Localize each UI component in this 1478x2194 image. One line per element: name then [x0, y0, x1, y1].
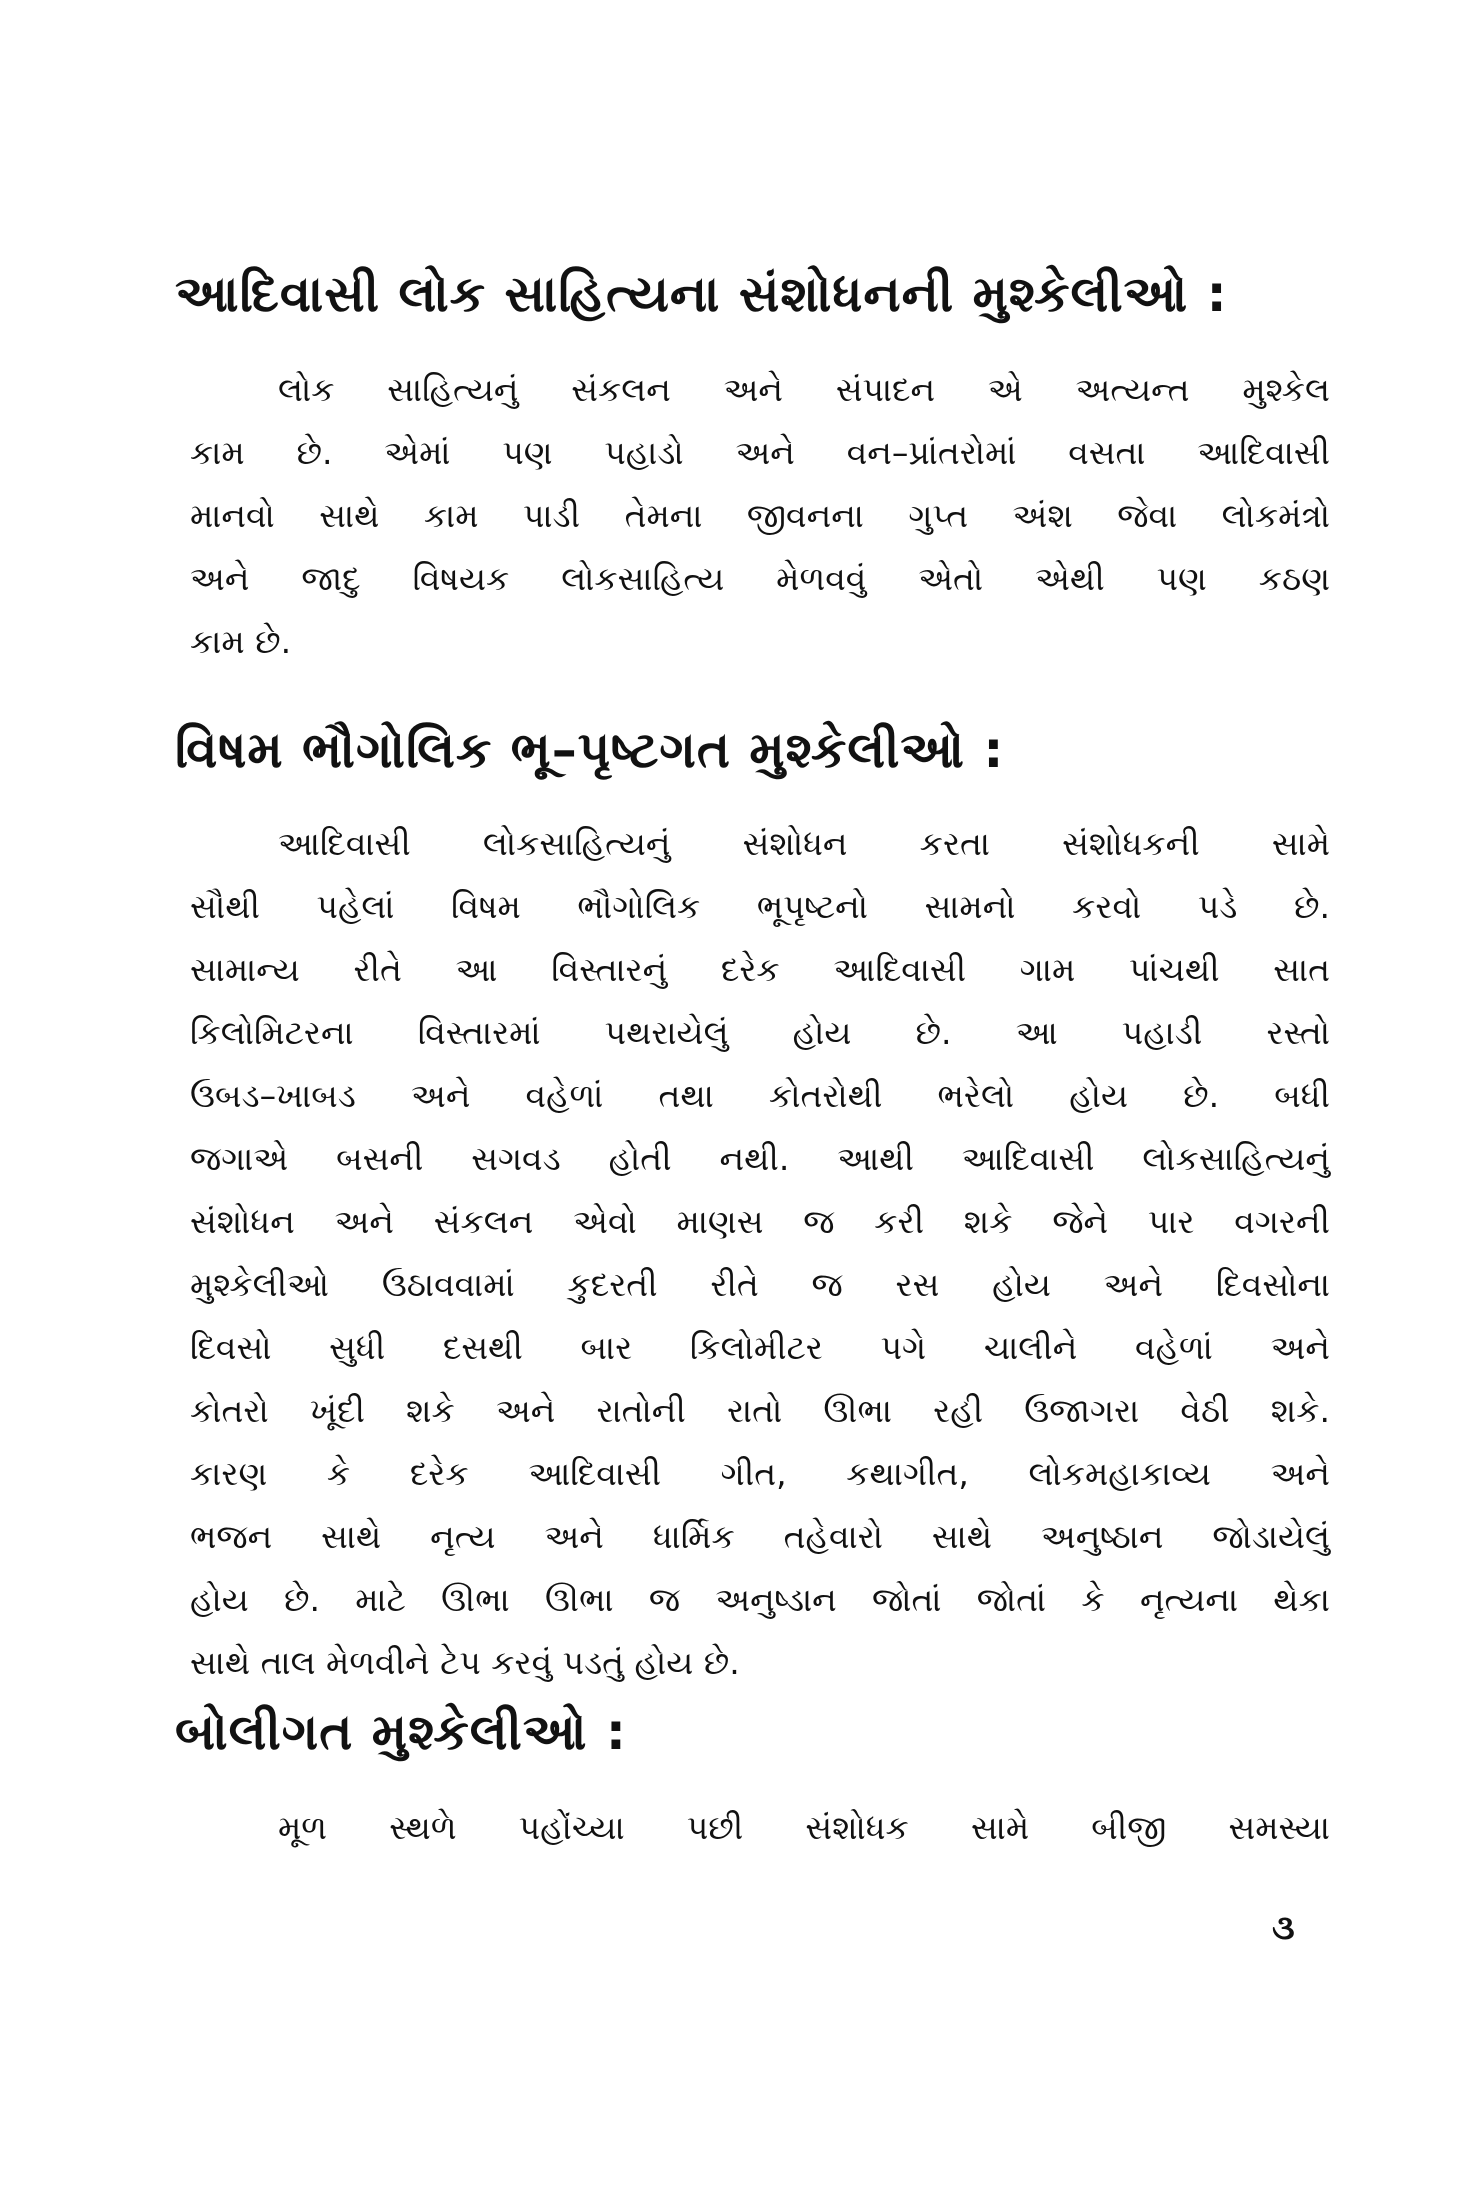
section-heading-research-difficulties: આદિવાસી લોક સાહિત્યના સંશોધનની મુશ્કેલીઓ : — [175, 265, 1228, 323]
paragraph-line: કારણ કે દરેક આદિવાસી ગીત, કથાગીત, લોકમહાકાવ્ય અને — [190, 1454, 1330, 1493]
paragraph-line: આદિવાસી લોકસાહિત્યનું સંશોધન કરતા સંશોધકની સામે — [278, 824, 1330, 863]
paragraph-line: ઉબડ–ખાબડ અને વહેળાં તથા કોતરોથી ભરેલો હોય છે. બધી — [190, 1076, 1330, 1115]
paragraph-line: મૂળ સ્થળે પહોંચ્યા પછી સંશોધક સામે બીજી સમસ્યા — [278, 1808, 1330, 1847]
paragraph-line: કામ છે. — [190, 622, 292, 661]
paragraph-line: સંશોધન અને સંકલન એવો માણસ જ કરી શકે જેને પાર વગરની — [190, 1202, 1330, 1241]
paragraph-line: જગાએ બસની સગવડ હોતી નથી. આથી આદિવાસી લોકસાહિત્યનું — [190, 1139, 1330, 1178]
paragraph-line: સૌથી પહેલાં વિષમ ભૌગોલિક ભૂપૃષ્ટનો સામનો કરવો પડે છે. — [190, 887, 1330, 926]
paragraph-line: કિલોમિટરના વિસ્તારમાં પથરાયેલું હોય છે. આ પહાડી રસ્તો — [190, 1013, 1330, 1052]
paragraph-line: માનવો સાથે કામ પાડી તેમના જીવનના ગુપ્ત અંશ જેવા લોકમંત્રો — [190, 496, 1330, 535]
paragraph-line: કોતરો ખૂંદી શકે અને રાતોની રાતો ઊભા રહી ઉજાગરા વેઠી શકે. — [190, 1391, 1330, 1430]
paragraph-line: સાથે તાલ મેળવીને ટેપ કરવું પડતું હોય છે. — [190, 1643, 740, 1682]
paragraph-line: સામાન્ય રીતે આ વિસ્તારનું દરેક આદિવાસી ગામ પાંચથી સાત — [190, 950, 1330, 989]
page-number: ૩ — [1272, 1908, 1295, 1948]
paragraph-line: મુશ્કેલીઓ ઉઠાવવામાં કુદરતી રીતે જ રસ હોય અને દિવસોના — [190, 1265, 1330, 1304]
paragraph-line: હોય છે. માટે ઊભા ઊભા જ અનુષ્ડાન જોતાં જોતાં કે નૃત્યના થેકા — [190, 1580, 1330, 1619]
paragraph-research-difficulties — [190, 358, 1330, 673]
paragraph-line: અને જાદુ વિષયક લોકસાહિત્ય મેળવવું એતો એથી પણ કઠણ — [190, 559, 1330, 598]
paragraph-line: દિવસો સુધી દસથી બાર કિલોમીટર પગે ચાલીને વહેળાં અને — [190, 1328, 1330, 1367]
paragraph-line: લોક સાહિત્યનું સંકલન અને સંપાદન એ અત્યન્ત મુશ્કેલ — [278, 370, 1330, 409]
paragraph-line: કામ છે. એમાં પણ પહાડો અને વન–પ્રાંતરોમાં વસતા આદિવાસી — [190, 433, 1330, 472]
section-heading-dialect-difficulties: બોલીગત મુશ્કેલીઓ : — [175, 1703, 627, 1761]
paragraph-dialect-difficulties — [190, 1796, 1330, 1859]
paragraph-geographic-difficulties — [190, 812, 1330, 1694]
paragraph-line: ભજન સાથે નૃત્ય અને ધાર્મિક તહેવારો સાથે અનુષ્ઠાન જોડાયેલું — [190, 1517, 1330, 1556]
section-heading-geographic-difficulties: વિષમ ભૌગોલિક ભૂ–પૃષ્ટગત મુશ્કેલીઓ : — [175, 721, 1005, 779]
